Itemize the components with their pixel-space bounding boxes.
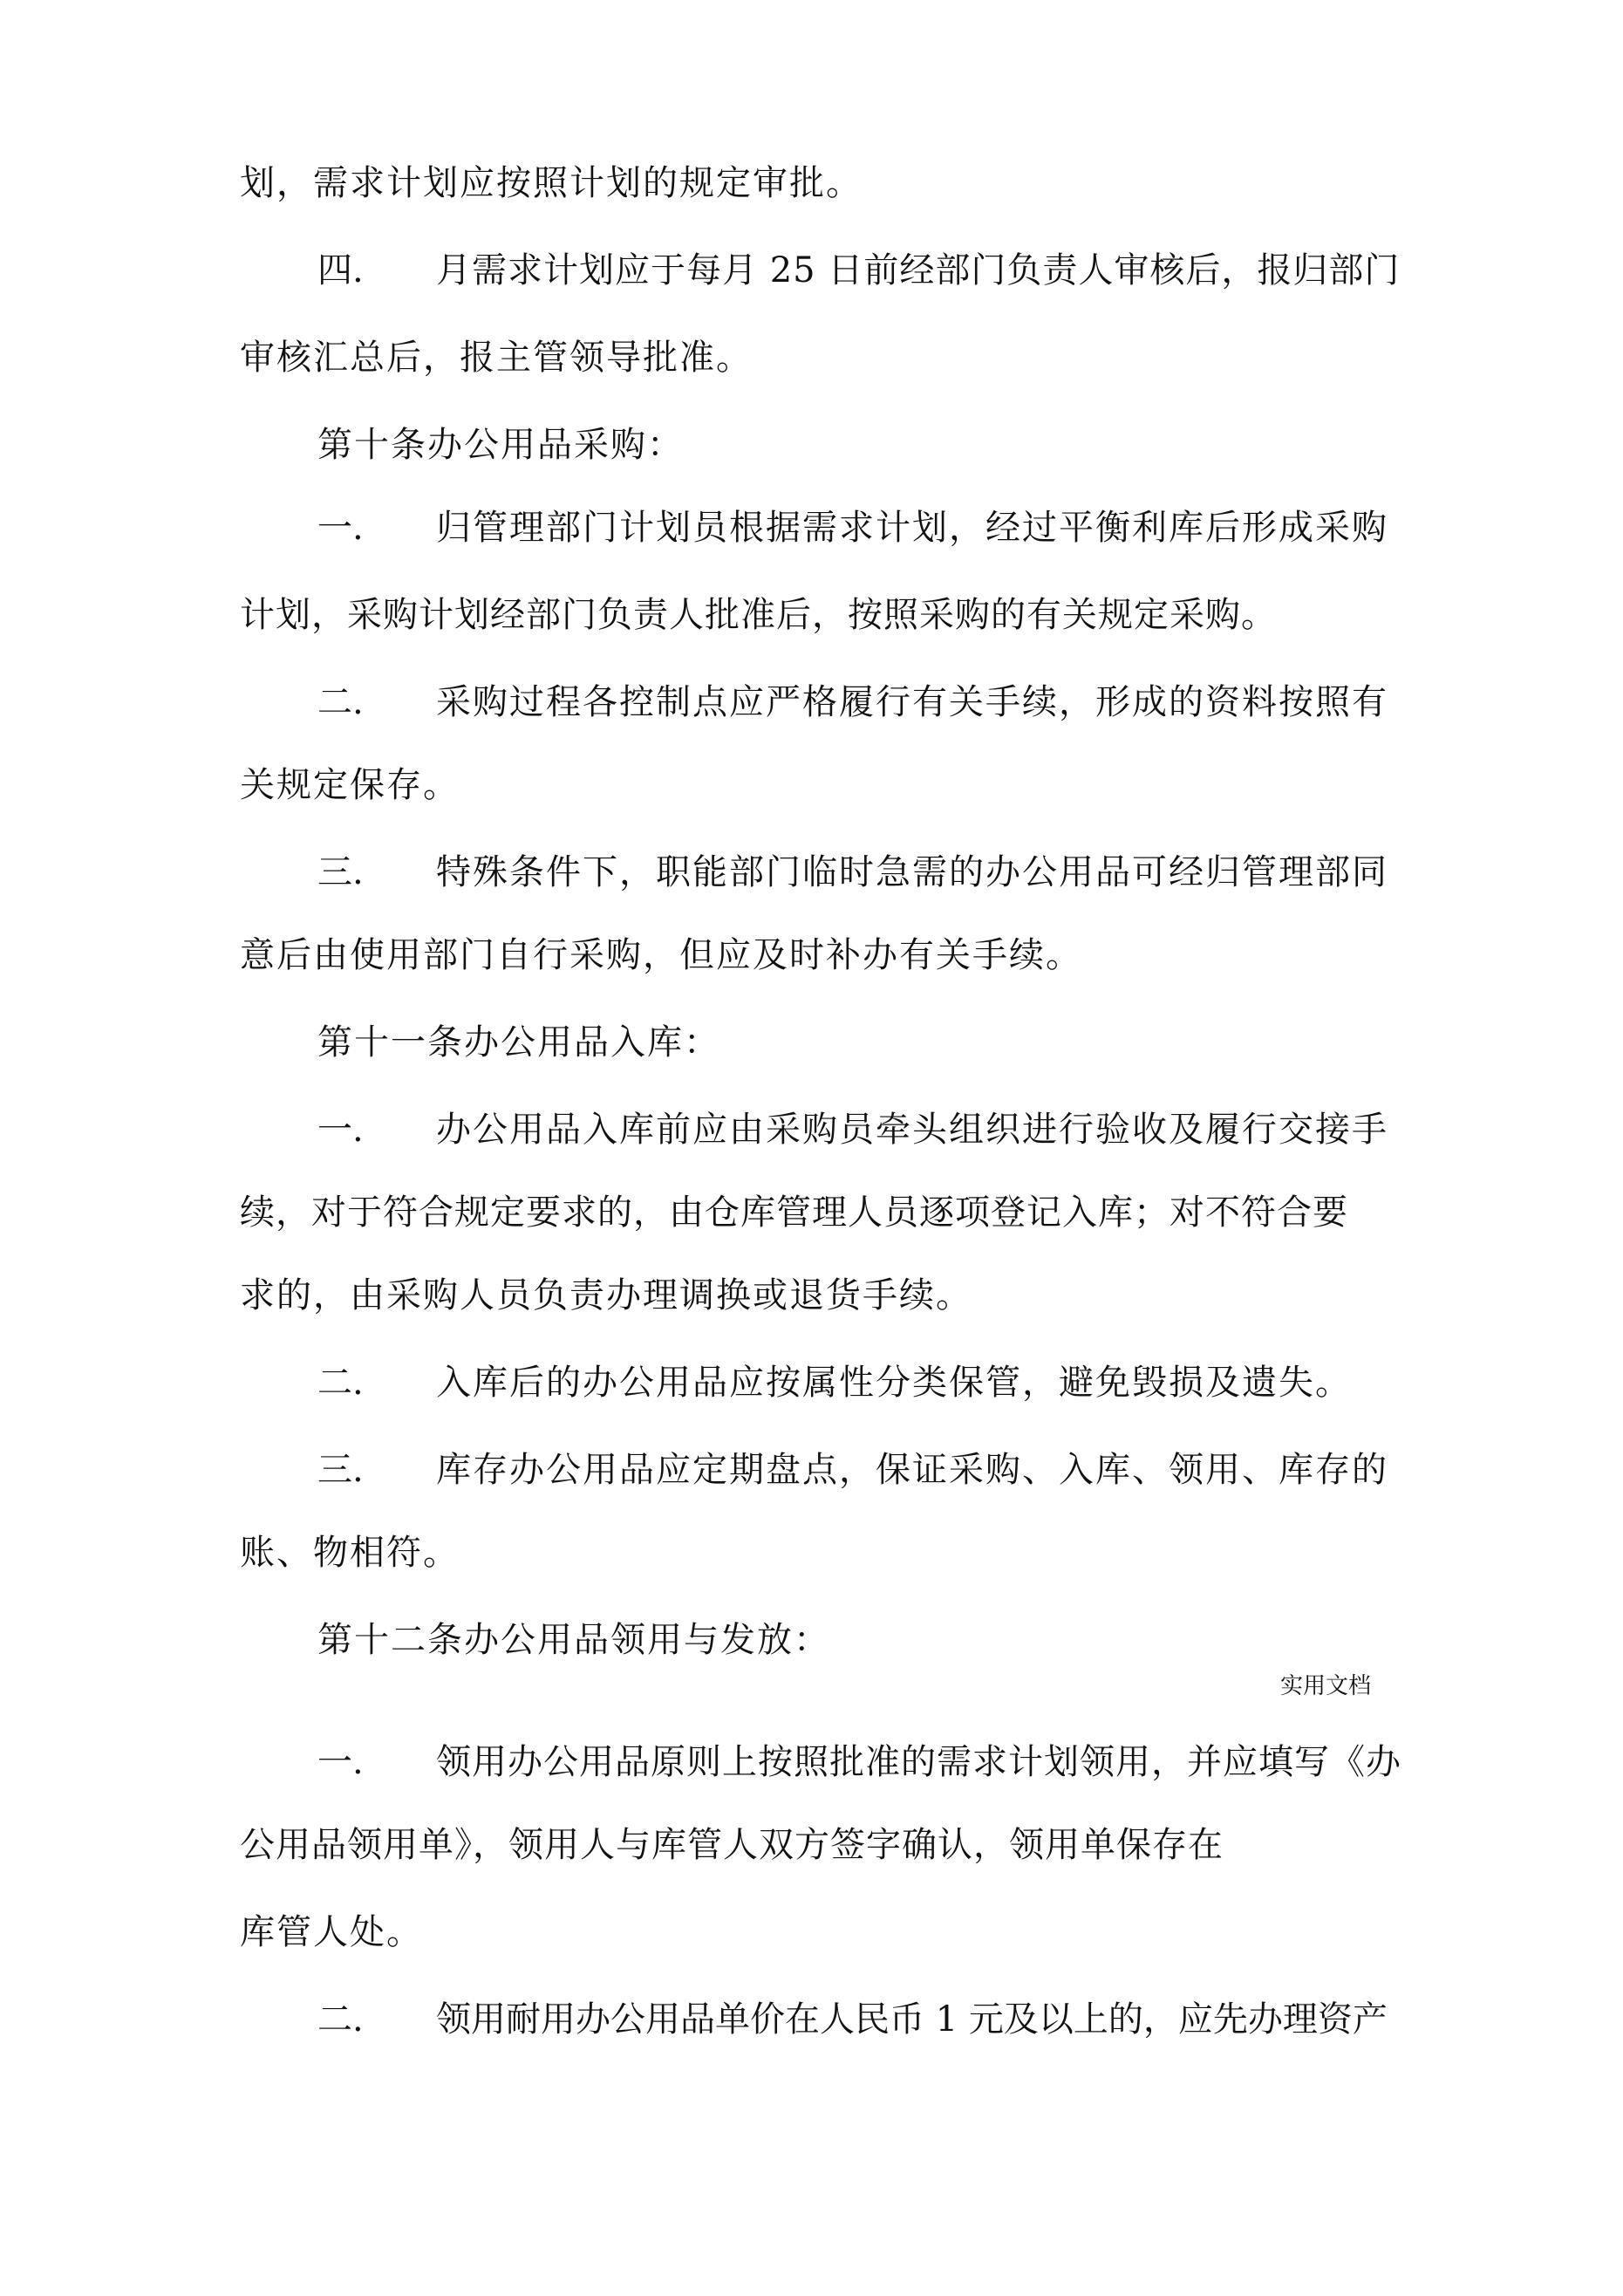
text-line: 求的，由采购人员负责办理调换或退货手续。 [240,1275,972,1315]
list-numeral: 一. [317,1742,364,1782]
list-numeral: 一. [317,508,364,548]
text-line: 划，需求计划应按照计划的规定审批。 [240,163,863,203]
list-numeral: 二. [317,1999,364,2040]
list-numeral: 一. [317,1110,364,1150]
text-line: 特殊条件下，职能部门临时急需的办公用品可经归管理部同 [436,852,1388,892]
text-line: 续，对于符合规定要求的，由仓库管理人员逐项登记入库；对不符合要 [240,1192,1348,1233]
text-line: 领用耐用办公用品单价在人民币 1 元及以上的，应先办理资产 [436,1999,1388,2040]
text-line: 库管人处。 [240,1912,423,1952]
text-line: 归管理部门计划员根据需求计划，经过平衡利库后形成采购 [436,508,1388,548]
section-heading: 第十条办公用品采购： [317,425,684,465]
list-numeral: 二. [317,682,364,722]
text-line: 库存办公用品应定期盘点，保证采购、入库、领用、库存的 [436,1450,1388,1490]
list-numeral: 三. [317,1450,364,1490]
list-numeral: 三. [317,852,364,892]
text-line: 月需求计划应于每月 25 日前经部门负责人审核后，报归部门 [436,250,1401,290]
text-line: 账、物相符。 [240,1533,460,1573]
text-line: 采购过程各控制点应严格履行有关手续，形成的资料按照有 [436,682,1388,722]
text-line: 入库后的办公用品应按属性分类保管，避免毁损及遗失。 [436,1363,1352,1403]
text-line: 公用品领用单》，领用人与库管人双方签字确认，领用单保存在 [240,1825,1224,1865]
section-heading: 第十一条办公用品入库： [317,1022,720,1063]
text-line: 意后由使用部门自行采购，但应及时补办有关手续。 [240,935,1082,975]
text-line: 计划，采购计划经部门负责人批准后，按照采购的有关规定采购。 [240,595,1277,635]
section-heading: 第十二条办公用品领用与发放： [317,1620,830,1660]
text-line: 办公用品入库前应由采购员牵头组织进行验收及履行交接手 [436,1110,1388,1150]
text-line: 关规定保存。 [240,765,460,805]
list-numeral: 四. [317,250,364,290]
footer-label: 实用文档 [1280,1673,1372,1699]
list-numeral: 二. [317,1363,364,1403]
text-line: 领用办公用品原则上按照批准的需求计划领用，并应填写《办 [436,1742,1401,1782]
text-line: 审核汇总后，报主管领导批准。 [240,338,753,378]
